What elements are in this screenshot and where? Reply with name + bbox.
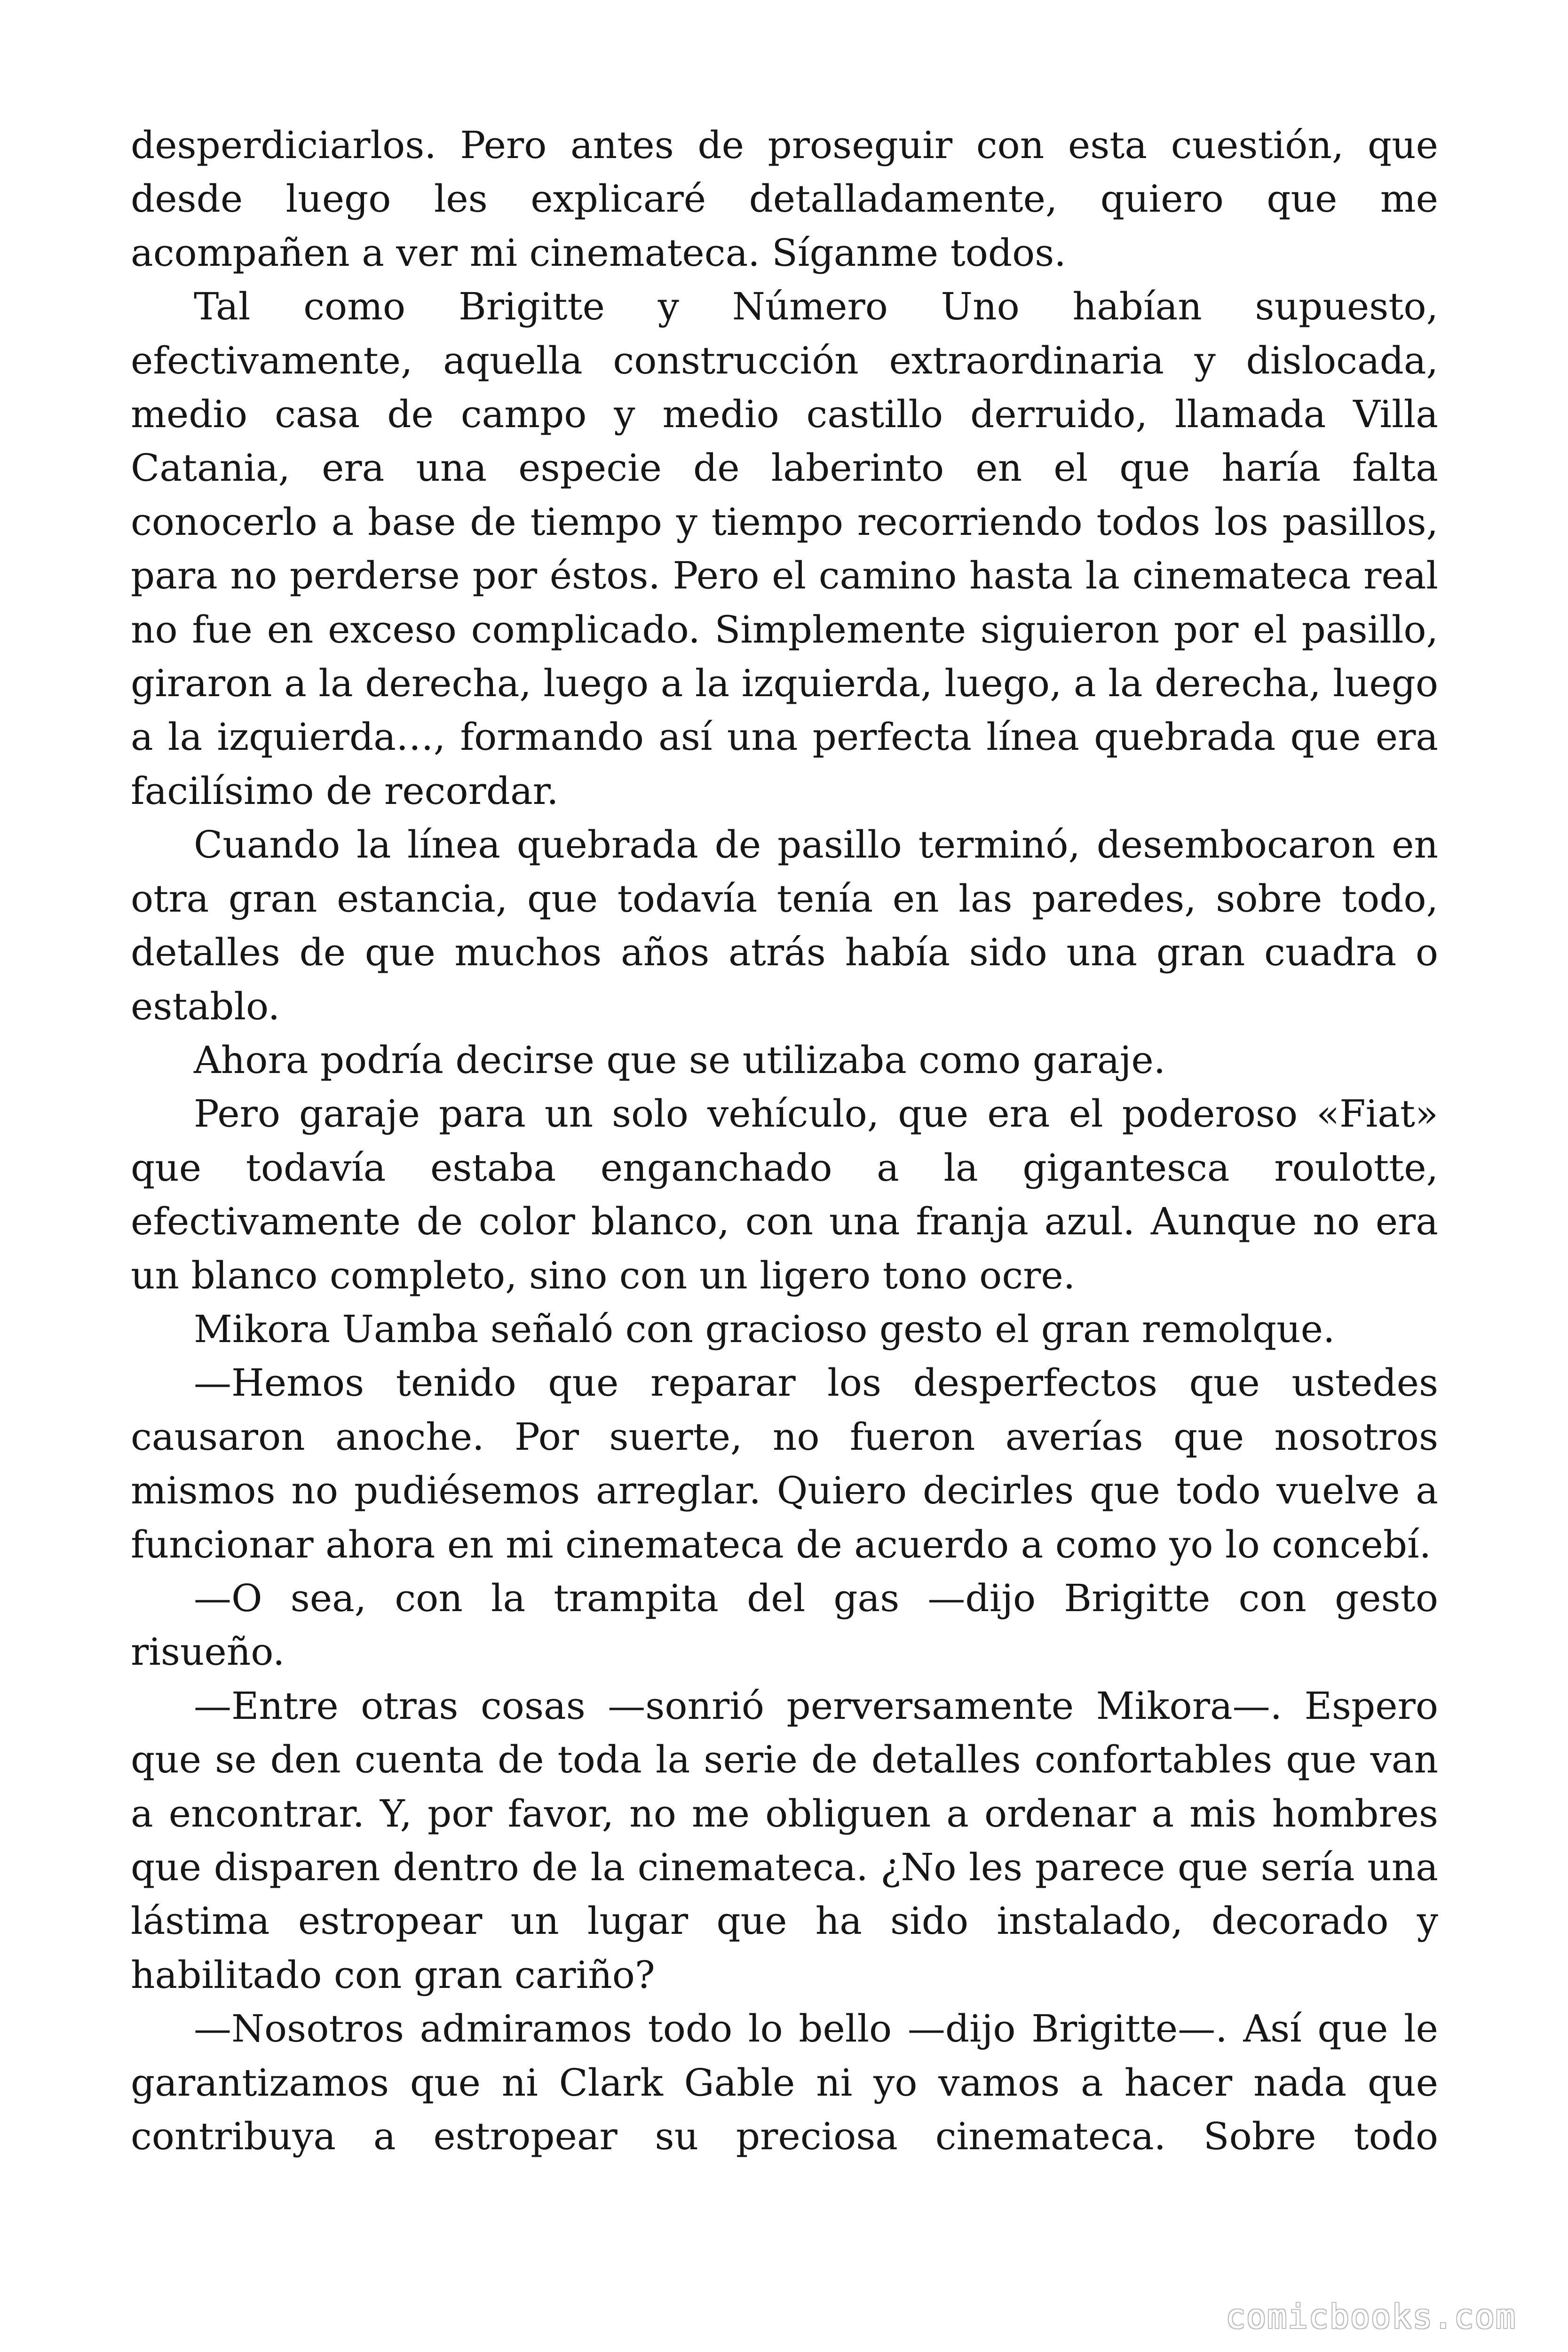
dialogue-paragraph: —Hemos tenido que reparar los desperfectos que ustedes causaron anoche. Por suerte, no fueron averías que nosotros mismos no pudiésemos arreglar. Quiero decirles que todo vuelve a funcionar ahora en mi cinemateca de acuerdo a como yo lo concebí. — [131, 1361, 1438, 1566]
paragraph: Cuando la línea quebrada de pasillo terminó, desembocaron en otra gran estancia, que todavía tenía en las paredes, sobre todo, detalles de que muchos años atrás había sido una gran cuadra o establo. — [131, 823, 1438, 1028]
dialogue-paragraph: —Entre otras cosas —sonrió perversamente Mikora—. Espero que se den cuenta de toda la serie de detalles confortables que van a encontrar. Y, por favor, no me obliguen a ordenar a mis hombres que disparen dentro de la cinemateca. ¿No les parece que sería una lástima estropear un lugar que ha sido instalado, decorado y habilitado con gran cariño? — [131, 1684, 1438, 1997]
paragraph: Tal como Brigitte y Número Uno habían supuesto, efectivamente, aquella construcción extraordinaria y dislocada, medio casa de campo y medio castillo derruido, llamada Villa Catania, era una especie de laberinto en el que haría falta conocerlo a base de tiempo y tiempo recorriendo todos los pasillos, para no perderse por éstos. Pero el camino hasta la cinemateca real no fue en exceso complicado. Simplemente siguieron por el pasillo, giraron a la derecha, luego a la izquierda, luego, a la derecha, luego a la izquierda…, formando así una perfecta línea quebrada que era facilísimo de recordar. — [131, 285, 1438, 813]
paragraph: Pero garaje para un solo vehículo, que era el poderoso «Fiat» que todavía estaba enganchado a la gigantesca roulotte, efectivamente de color blanco, con una franja azul. Aunque no era un blanco completo, sino con un ligero tono ocre. — [131, 1092, 1438, 1297]
dialogue-paragraph: —Nosotros admiramos todo lo bello —dijo Brigitte—. Así que le garantizamos que ni Clark Gable ni yo vamos a hacer nada que contribuya a estropear su preciosa cinemateca. Sobre todo — [131, 2007, 1438, 2159]
watermark: comicbooks.com — [1225, 2297, 1516, 2336]
paragraph: Mikora Uamba señaló con gracioso gesto el gran remolque. — [194, 1307, 1335, 1351]
paragraph-continuation: desperdiciarlos. Pero antes de proseguir con esta cuestión, que desde luego les explicaré detalladamente, quiero que me acompañen a ver mi cinemateca. Síganme todos. — [131, 123, 1438, 275]
dialogue-paragraph: —O sea, con la trampita del gas —dijo Brigitte con gesto risueño. — [131, 1576, 1438, 1674]
paragraph: Ahora podría decirse que se utilizaba como garaje. — [194, 1038, 1166, 1082]
body-text — [131, 119, 1438, 2163]
